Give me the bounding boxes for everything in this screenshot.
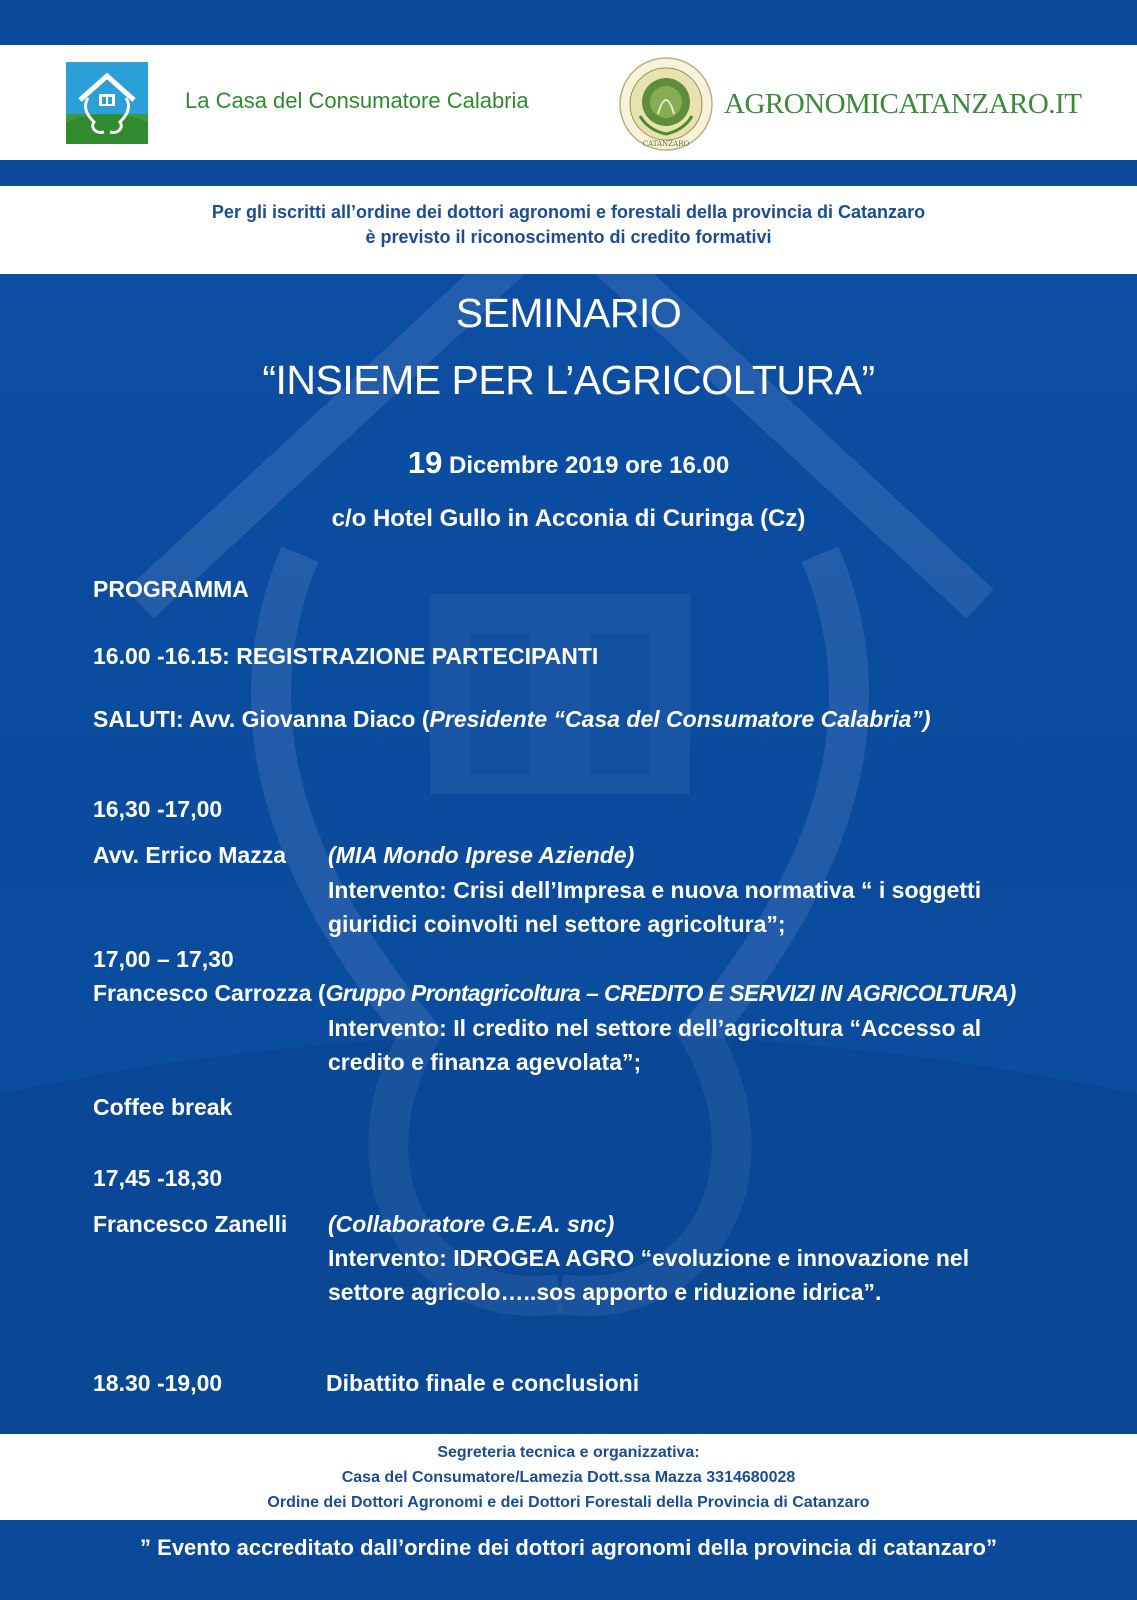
session-3-talk-line-2: settore agricolo…..sos apporto e riduzione idrica”. xyxy=(328,1279,882,1305)
coffee-break: Coffee break xyxy=(93,1094,233,1120)
event-date xyxy=(0,445,1137,481)
greetings-prefix: SALUTI: Avv. Giovanna Diaco ( xyxy=(93,706,430,732)
session-1-talk-line-1: Intervento: Crisi dell’Impresa e nuova normativa “ i soggetti xyxy=(328,877,982,903)
accreditation-text: ” Evento accreditato dall’ordine dei dottori agronomi della provincia di catanzaro” xyxy=(140,1535,997,1560)
session-1-org: (MIA Mondo Iprese Aziende) xyxy=(328,842,635,868)
session-2-time: 17,00 – 17,30 xyxy=(93,946,234,972)
program-heading: PROGRAMMA xyxy=(93,576,249,602)
ordine-agronomi-seal xyxy=(618,56,714,152)
session-2-org: Gruppo Prontagricoltura – CREDITO E SERVIZI IN AGRICOLTURA) xyxy=(325,980,1016,1006)
session-3-speaker: Francesco Zanelli xyxy=(93,1211,288,1237)
credit-notice-line-1: Per gli iscritti all’ordine dei dottori agronomi e forestali della provincia di Catanzaro xyxy=(211,202,926,222)
organizer-order: Ordine dei Dottori Agronomi e dei Dottori Forestali della Provincia di Catanzaro xyxy=(267,1494,870,1511)
session-2-speaker-line xyxy=(93,980,1016,1007)
session-1-speaker: Avv. Errico Mazza xyxy=(93,842,287,868)
session-2-talk-line-1: Intervento: Il credito nel settore dell’agricoltura “Accesso al xyxy=(328,1015,982,1041)
session-2-speaker: Francesco Carrozza ( xyxy=(93,980,326,1006)
session-1-time: 16,30 -17,00 xyxy=(93,796,223,822)
event-title: “INSIEME PER L’AGRICOLTURA” xyxy=(262,357,875,403)
separator-bar xyxy=(0,160,1137,186)
session-2-talk-line-2: credito e finanza agevolata”; xyxy=(328,1049,642,1075)
event-venue: c/o Hotel Gullo in Acconia di Curinga (Cz) xyxy=(331,505,806,532)
session-3-org: (Collaboratore G.E.A. snc) xyxy=(328,1211,615,1237)
registration-line: 16.00 -16.15: REGISTRAZIONE PARTECIPANTI xyxy=(93,643,599,669)
organizer-contact: Casa del Consumatore/Lamezia Dott.ssa Mazza 3314680028 xyxy=(341,1469,796,1486)
credit-notice-line-2: è previsto il riconoscimento di credito formativi xyxy=(365,227,772,247)
casa-consumatore-logo xyxy=(66,62,148,144)
casa-consumatore-name: La Casa del Consumatore Calabria xyxy=(185,88,529,113)
top-bar xyxy=(0,0,1137,45)
session-3-time: 17,45 -18,30 xyxy=(93,1165,223,1191)
session-3-talk-line-1: Intervento: IDROGEA AGRO “evoluzione e innovazione nel xyxy=(328,1245,970,1271)
agronomi-catanzaro-name: AGRONOMICATANZARO.IT xyxy=(724,88,1082,120)
greetings-line xyxy=(93,706,931,733)
session-1-talk-line-2: giuridici coinvolti nel settore agricoltura”; xyxy=(328,911,786,937)
organizer-heading: Segreteria tecnica e organizzativa: xyxy=(437,1444,700,1461)
event-day: 19 xyxy=(407,445,443,480)
final-discussion: Dibattito finale e conclusioni xyxy=(326,1370,640,1396)
greetings-role: Presidente “Casa del Consumatore Calabria”) xyxy=(429,706,931,732)
event-date-rest: Dicembre 2019 ore 16.00 xyxy=(442,452,730,479)
seal-text: CATANZARO xyxy=(642,140,690,148)
event-type: SEMINARIO xyxy=(455,290,682,336)
final-time: 18.30 -19,00 xyxy=(93,1370,223,1396)
